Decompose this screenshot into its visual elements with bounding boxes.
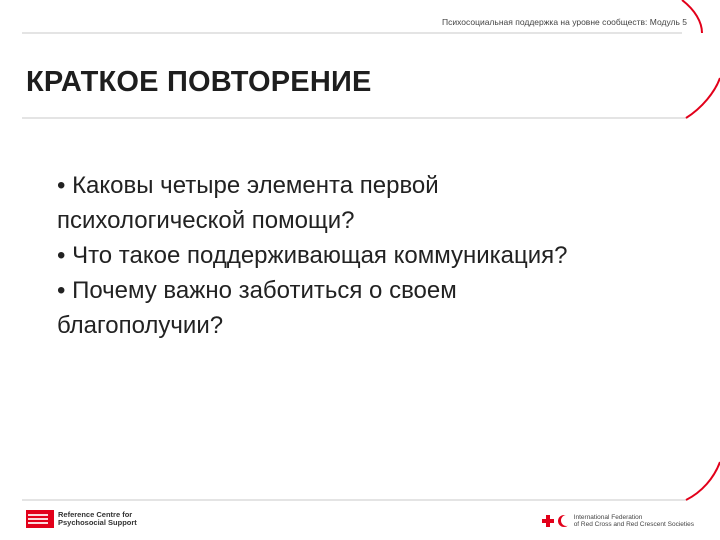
reference-centre-logo-text [58,511,137,528]
red-crescent-icon [557,515,569,527]
review-question-1: • Каковы четыре элемента первой психологической помощи? [57,172,439,234]
slide-title: КРАТКОЕ ПОВТОРЕНИЕ [26,66,372,98]
red-cross-icon [541,514,555,528]
reference-centre-logo-icon [26,510,54,528]
reference-centre-line-1: Reference Centre for [58,509,133,519]
title-accent-curve [686,78,720,118]
ifrc-logo [541,513,694,529]
ifrc-line-2: of Red Cross and Red Crescent Societies [573,521,694,528]
reference-centre-logo [26,508,137,530]
review-question-2: • Что такое поддерживающая коммуникация? [57,242,568,269]
review-question-3: • Почему важно заботиться о своем благополучии? [57,277,457,339]
reference-centre-line-2: Psychosocial Support [58,518,137,527]
ifrc-logo-text [574,514,694,529]
footer-accent-curve [686,462,720,500]
module-header-label: Психосоциальная поддержка на уровне сообществ: Модуль 5 [442,17,687,27]
review-questions-list [57,168,577,343]
ifrc-line-1: International Federation [573,513,643,521]
